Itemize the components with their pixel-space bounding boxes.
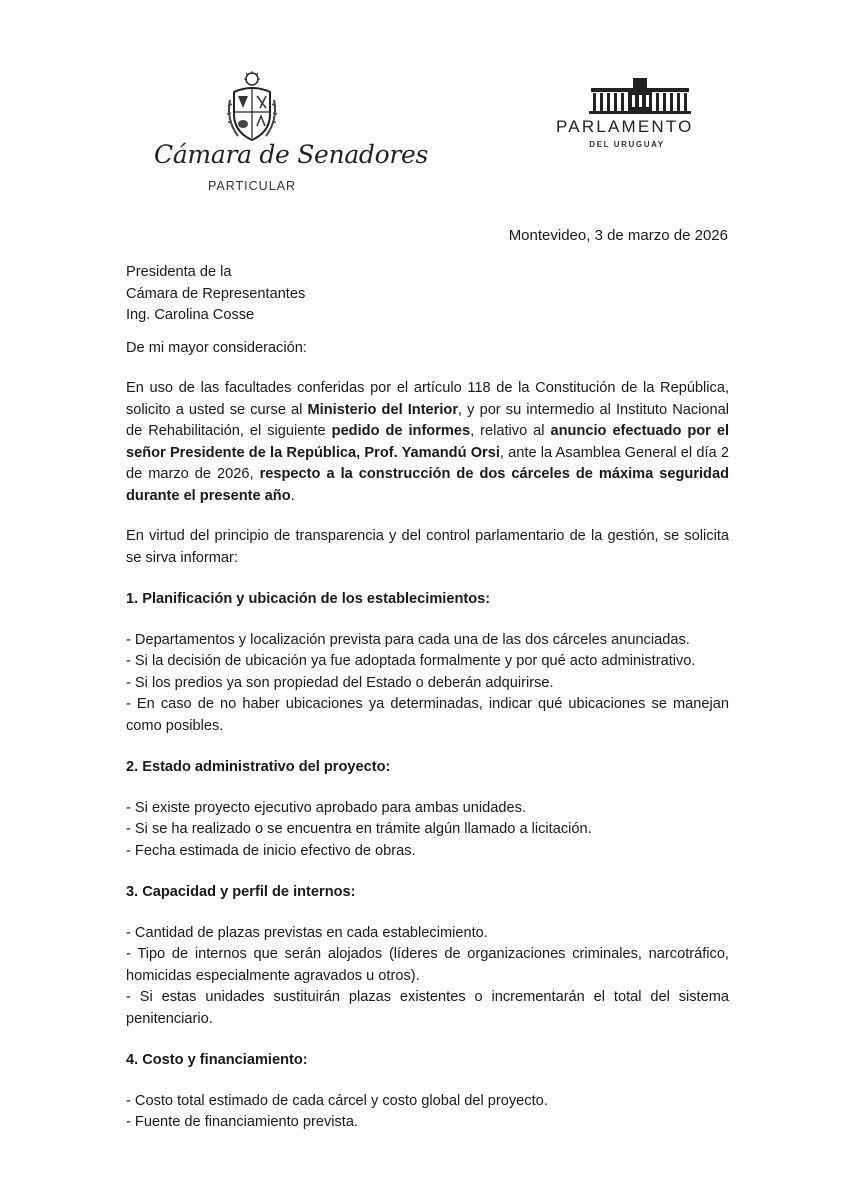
particular-label: PARTICULAR — [207, 179, 297, 193]
recipient-line: Presidenta de la — [126, 264, 232, 280]
list-item: - En caso de no haber ubicaciones ya determinadas, indicar qué ubicaciones se manejan como posibles. — [126, 696, 729, 734]
date-line: Montevideo, 3 de marzo de 2026 — [508, 227, 728, 244]
section-items — [126, 798, 729, 863]
section-heading: 2. Estado administrativo del proyecto: — [126, 759, 391, 775]
list-item: - Si estas unidades sustituirán plazas existentes o incrementarán el total del sistema penitenciario. — [126, 989, 729, 1027]
recipient-line: Ing. Carolina Cosse — [126, 307, 255, 323]
paragraph-bold-text: respecto a la construcción de dos cárceles de máxima seguridad durante el presente año — [126, 466, 730, 504]
section-items — [126, 630, 729, 738]
paragraph-bold-text: anuncio efectuado por el señor Presidente de la República, Prof. Yamandú Orsi — [126, 423, 730, 461]
list-item: - Si los predios ya son propiedad del Estado o deberán adquirirse. — [126, 674, 554, 691]
section-items — [126, 1091, 729, 1134]
section-heading: 3. Capacidad y perfil de internos: — [126, 884, 356, 900]
list-item: - Departamentos y localización prevista para cada una de las dos cárceles anunciadas. — [126, 631, 690, 648]
list-item: - Si existe proyecto ejecutivo aprobado para ambas unidades. — [126, 799, 526, 816]
paragraph-text: , ante la Asamblea General el día 2 de marzo de 2026, — [126, 444, 729, 482]
request-paragraph — [126, 378, 729, 507]
list-item: - Fuente de financiamiento prevista. — [126, 1114, 359, 1130]
letter-body — [126, 262, 729, 1134]
recipient-block — [126, 262, 729, 327]
paragraph-text: , y por su intermedio al Instituto Nacional de Rehabilitación, el siguiente — [126, 401, 729, 439]
section-heading: 4. Costo y financiamiento: — [126, 1052, 308, 1068]
paragraph-text: . — [290, 487, 295, 504]
section-heading: 1. Planificación y ubicación de los establecimientos: — [126, 591, 491, 607]
list-item: - Si la decisión de ubicación ya fue adoptada formalmente y por qué acto administrativo. — [126, 653, 696, 669]
paragraph-text: En uso de las facultades conferidas por el artículo 118 de la Constitución de la República, solicito a usted se curse al — [126, 380, 729, 418]
transparency-paragraph: En virtud del principio de transparencia y del control parlamentario de la gestión, se solicita se sirva informar: — [126, 528, 729, 566]
list-item: - Cantidad de plazas previstas en cada establecimiento. — [126, 924, 488, 941]
paragraph-text: , relativo al — [470, 423, 551, 439]
list-item: - Fecha estimada de inicio efectivo de obras. — [126, 842, 416, 859]
coat-of-arms-icon — [224, 70, 280, 146]
del-uruguay-subtitle: DEL URUGUAY — [589, 140, 665, 149]
list-item: - Costo total estimado de cada cárcel y costo global del proyecto. — [126, 1092, 548, 1109]
section-items — [126, 923, 729, 1031]
parliament-building-icon — [589, 76, 691, 116]
list-item: - Tipo de internos que serán alojados (líderes de organizaciones criminales, narcotráfico, homicidas especialmente agravados u otros). — [126, 946, 729, 984]
list-item: - Si se ha realizado o se encuentra en trámite algún llamado a licitación. — [126, 821, 592, 837]
camara-de-senadores-title: Cámara de Senadores — [154, 140, 429, 169]
recipient-line: Cámara de Representantes — [126, 285, 306, 302]
parlamento-title: PARLAMENTO — [556, 117, 694, 136]
paragraph-bold-text: Ministerio del Interior — [307, 401, 459, 418]
paragraph-bold-text: pedido de informes — [331, 423, 471, 439]
salutation: De mi mayor consideración: — [126, 339, 307, 356]
